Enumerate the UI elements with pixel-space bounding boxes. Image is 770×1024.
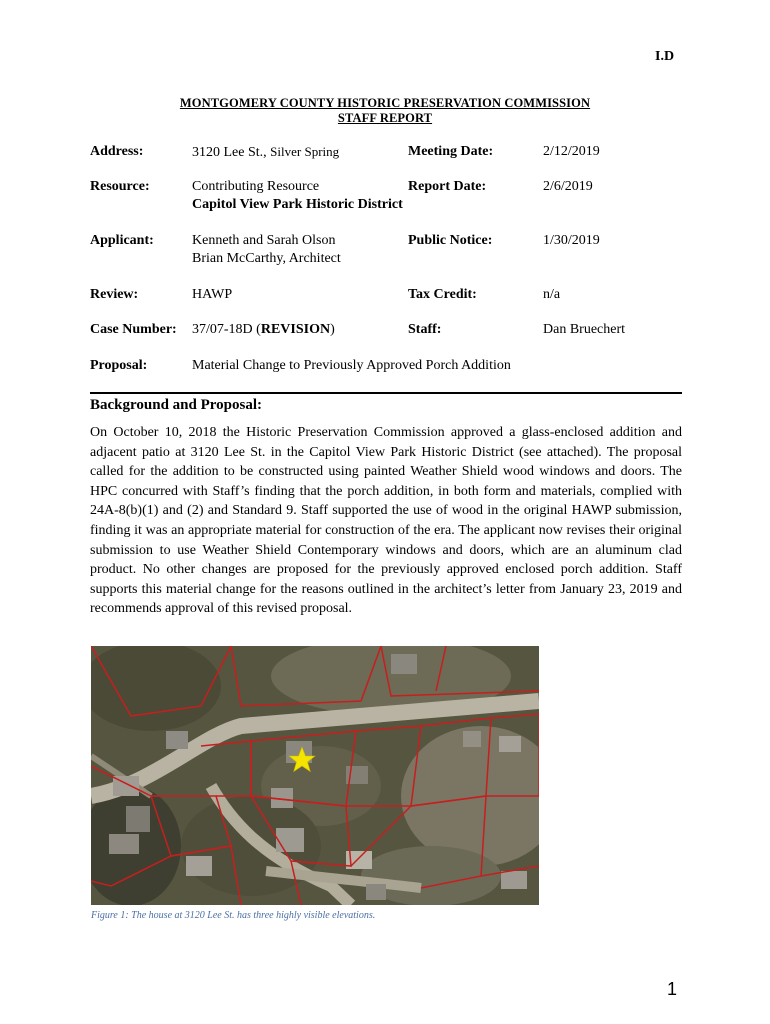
applicant-label: Applicant: [90,233,154,248]
aerial-map-image [91,646,539,905]
background-paragraph: On October 10, 2018 the Historic Preservation Commission approved a glass-enclosed addition and adjacent patio at 3120 Lee St. in the Capitol View Park Historic District (see attached). The proposal called for the addition to be constructed using painted Weather Shield wood windows and doors. The HPC concurred with Staff’s finding that the porch addition, in both form and materials, complied with 24A-8(b)(1) and (2) and Standard 9. Staff supported the use of wood in the original HAWP submission, finding it was an appropriate material for construction of the era. The applicant now revises their original submission to use Weather Shield Contemporary windows and doors, which are an aluminum clad product. No other changes are proposed for the previously approved enclosed porch addition. Staff supports this material change for the reasons outlined in the architect’s letter from January 23, 2019 and recommends approval of this revised proposal. [90,425,682,617]
tax-credit-value: n/a [543,287,561,302]
meeting-date-label: Meeting Date: [408,144,494,159]
review-value: HAWP [192,287,233,302]
staff-value: Dan Bruechert [543,322,626,337]
page-number: 1 [667,979,678,999]
historic-district: Capitol View Park Historic District [192,197,403,212]
address-street: 3120 Lee St., [192,145,267,160]
case-number-label: Case Number: [90,322,177,337]
resource-label: Resource: [90,179,150,194]
report-agency-title: MONTGOMERY COUNTY HISTORIC PRESERVATION COMMISSION [179,96,591,110]
applicant-architect: Brian McCarthy, Architect [192,251,341,266]
figure-caption: Figure 1: The house at 3120 Lee St. has three highly visible elevations. [91,910,376,921]
resource-value: Contributing Resource [192,179,320,194]
report-date-label: Report Date: [408,179,487,194]
aerial-map-figure [91,646,539,905]
report-type-title: STAFF REPORT [337,111,433,125]
agenda-item-label: I.D [655,49,675,64]
background-heading: Background and Proposal: [90,397,262,413]
public-notice-value: 1/30/2019 [543,233,600,248]
meeting-date-value: 2/12/2019 [543,144,600,159]
address-city: Silver Spring [270,144,340,159]
proposal-label: Proposal: [90,358,148,373]
applicant-names: Kenneth and Sarah Olson [192,233,336,248]
public-notice-label: Public Notice: [408,233,493,248]
section-divider [90,392,682,394]
case-number-value [192,322,335,338]
report-date-value: 2/6/2019 [543,179,593,194]
tax-credit-label: Tax Credit: [408,287,477,302]
case-number-close: ) [330,322,335,337]
staff-label: Staff: [408,322,442,337]
case-number: 37/07-18D ( [192,322,261,337]
proposal-value: Material Change to Previously Approved Porch Addition [192,358,511,373]
address-value [192,144,339,161]
review-label: Review: [90,287,139,302]
address-label: Address: [90,144,144,159]
case-revision-flag: REVISION [260,322,331,337]
